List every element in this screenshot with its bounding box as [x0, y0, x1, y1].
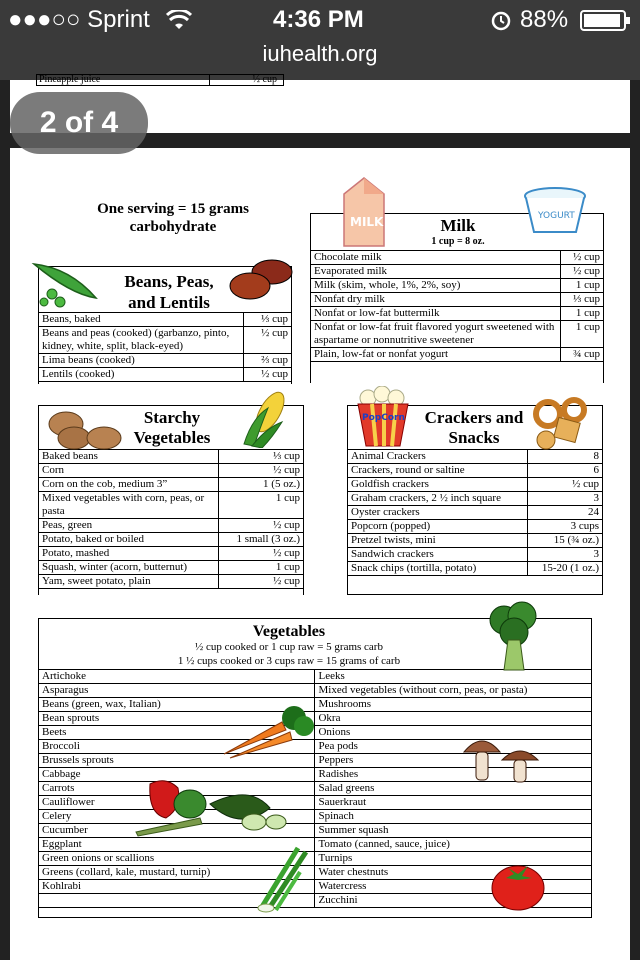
serving-note: One serving = 15 grams carbohydrate: [97, 201, 249, 235]
vegetable-item-right: Mushrooms: [315, 698, 592, 712]
crackers-title-line2: Snacks: [448, 428, 500, 447]
green-onions-icon: [254, 842, 312, 914]
popcorn-icon: [354, 386, 412, 448]
milk-item: Nonfat or low-fat fruit flavored yogurt sweetened with aspartame or nonnutritive sweetener: [311, 321, 561, 348]
starchy-row: [39, 575, 304, 589]
milk-carton-label: MILK: [350, 215, 384, 229]
battery-percent: 88%: [520, 6, 569, 33]
vegetable-item-right: Summer squash: [315, 824, 592, 838]
beans-item: Beans and peas (cooked) (garbanzo, pinto, kidney, white, split, black-eyed): [39, 327, 244, 354]
beans-table: [38, 312, 292, 382]
vegetable-item-left: Celery: [39, 810, 315, 824]
vegetable-item-right: Mixed vegetables (without corn, peas, or pasta): [315, 684, 592, 698]
vegetable-item-left: Cauliflower: [39, 796, 315, 810]
crackers-row: [348, 492, 603, 506]
starchy-title: [115, 408, 229, 448]
vegetables-note-1: ½ cup cooked or 1 cup raw = 5 grams carb: [195, 641, 383, 653]
mushrooms-icon: [460, 730, 542, 790]
milk-item: Nonfat or low-fat buttermilk: [311, 307, 561, 321]
milk-row: [311, 251, 604, 265]
potatoes-icon: [46, 408, 124, 452]
milk-amount: 1 cup: [561, 321, 604, 348]
starchy-amount: 1 cup: [219, 561, 304, 575]
crackers-item: Pretzel twists, mini: [348, 534, 528, 548]
page-indicator-badge: 2 of 4: [10, 92, 148, 154]
popcorn-label: PopCorn: [362, 413, 405, 423]
vegetables-row: [39, 810, 592, 824]
milk-item: Chocolate milk: [311, 251, 561, 265]
yogurt-cup-icon: [522, 186, 588, 238]
starchy-item: Baked beans: [39, 450, 219, 464]
previous-row-amount: ½ cup: [252, 74, 277, 85]
vegetable-item-right: Tomato (canned, sauce, juice): [315, 838, 592, 852]
mixed-vegetables-icon: [130, 774, 290, 840]
beans-row: [39, 313, 292, 327]
vegetable-item-right: Okra: [315, 712, 592, 726]
vegetable-item-right: Peppers: [315, 754, 592, 768]
vegetable-item-right: Onions: [315, 726, 592, 740]
starchy-row: [39, 464, 304, 478]
crackers-row: [348, 478, 603, 492]
milk-row: [311, 279, 604, 293]
milk-amount: ½ cup: [561, 251, 604, 265]
milk-row: [311, 321, 604, 348]
milk-row: [311, 348, 604, 362]
starchy-amount: ⅓ cup: [219, 450, 304, 464]
vegetables-row: [39, 838, 592, 852]
vegetable-item-right: Turnips: [315, 852, 592, 866]
kidney-beans-icon: [226, 256, 296, 306]
vegetable-item-left: Bean sprouts: [39, 712, 315, 726]
starchy-amount: 1 small (3 oz.): [219, 533, 304, 547]
beans-amount: ⅔ cup: [244, 354, 292, 368]
starchy-title-line1: Starchy: [143, 408, 201, 427]
crackers-row: [348, 520, 603, 534]
milk-table: [310, 250, 604, 362]
crackers-item: Oyster crackers: [348, 506, 528, 520]
tomato-icon: [488, 856, 548, 912]
starchy-item: Potato, mashed: [39, 547, 219, 561]
vegetables-row: [39, 684, 592, 698]
vegetable-item-right: Watercress: [315, 880, 592, 894]
milk-subtitle: 1 cup = 8 oz.: [431, 236, 485, 247]
milk-amount: ¾ cup: [561, 348, 604, 362]
crackers-amount: ½ cup: [528, 478, 603, 492]
beans-amount: ⅓ cup: [244, 313, 292, 327]
milk-title: Milk: [440, 216, 476, 235]
milk-carton-icon: [336, 174, 392, 250]
milk-row: [311, 307, 604, 321]
crackers-title-line1: Crackers and: [424, 408, 524, 427]
beans-row: [39, 368, 292, 382]
beans-item: Lentils (cooked): [39, 368, 244, 382]
crackers-amount: 6: [528, 464, 603, 478]
vegetable-item-left: Broccoli: [39, 740, 315, 754]
milk-row: [311, 293, 604, 307]
starchy-item: Corn: [39, 464, 219, 478]
milk-amount: ½ cup: [561, 265, 604, 279]
beans-item: Lima beans (cooked): [39, 354, 244, 368]
crackers-amount: 8: [528, 450, 603, 464]
vegetable-item-left: Kohlrabi: [39, 880, 315, 894]
milk-item: Milk (skim, whole, 1%, 2%, soy): [311, 279, 561, 293]
crackers-item: Goldfish crackers: [348, 478, 528, 492]
crackers-amount: 15 (¾ oz.): [528, 534, 603, 548]
vegetable-item-right: Spinach: [315, 810, 592, 824]
starchy-amount: ½ cup: [219, 464, 304, 478]
alarm-icon: [490, 9, 512, 31]
crackers-item: Sandwich crackers: [348, 548, 528, 562]
vegetable-item-left: Beans (green, wax, Italian): [39, 698, 315, 712]
pretzel-crackers-icon: [530, 396, 596, 452]
viewer-edge-left: [0, 80, 10, 960]
starchy-row: [39, 519, 304, 533]
crackers-item: Popcorn (popped): [348, 520, 528, 534]
previous-table-row: [36, 74, 284, 86]
crackers-amount: 3 cups: [528, 520, 603, 534]
starchy-row: [39, 533, 304, 547]
beans-title: [109, 271, 229, 313]
crackers-item: Crackers, round or saltine: [348, 464, 528, 478]
vegetables-title: Vegetables: [252, 623, 326, 640]
starchy-row: [39, 492, 304, 519]
milk-row: [311, 265, 604, 279]
milk-amount: 1 cup: [561, 307, 604, 321]
crackers-amount: 15-20 (1 oz.): [528, 562, 603, 576]
vegetables-row: [39, 824, 592, 838]
vegetable-item-left: Cucumber: [39, 824, 315, 838]
starchy-amount: 1 (5 oz.): [219, 478, 304, 492]
milk-item: Plain, low-fat or nonfat yogurt: [311, 348, 561, 362]
vegetable-item-right: Zucchini: [315, 894, 592, 908]
broccoli-icon: [484, 600, 544, 674]
crackers-item: Graham crackers, 2 ½ inch square: [348, 492, 528, 506]
wifi-icon: [166, 10, 192, 30]
beans-row: [39, 354, 292, 368]
pea-pod-icon: [30, 258, 102, 310]
starchy-item: Corn on the cob, medium 3”: [39, 478, 219, 492]
milk-item: Nonfat dry milk: [311, 293, 561, 307]
crackers-row: [348, 534, 603, 548]
vegetable-item-left: Brussels sprouts: [39, 754, 315, 768]
url-text: iuhealth.org: [262, 41, 378, 66]
vegetable-item-left: Beets: [39, 726, 315, 740]
vegetable-item-left: Greens (collard, kale, mustard, turnip): [39, 866, 315, 880]
milk-item: Evaporated milk: [311, 265, 561, 279]
crackers-amount: 3: [528, 492, 603, 506]
viewer-edge-right: [630, 80, 640, 960]
crackers-table: [347, 449, 603, 576]
starchy-amount: 1 cup: [219, 492, 304, 519]
crackers-row: [348, 464, 603, 478]
crackers-row: [348, 562, 603, 576]
starchy-item: Squash, winter (acorn, butternut): [39, 561, 219, 575]
beans-title-line2: and Lentils: [128, 293, 210, 312]
crackers-item: Animal Crackers: [348, 450, 528, 464]
starchy-item: Mixed vegetables with corn, peas, or pasta: [39, 492, 219, 519]
starchy-title-line2: Vegetables: [133, 428, 211, 447]
vegetable-item-right: Water chestnuts: [315, 866, 592, 880]
previous-row-item: Pineapple juice: [39, 74, 101, 85]
crackers-row: [348, 548, 603, 562]
yogurt-label: YOGURT: [538, 211, 575, 221]
vegetable-item-right: Sauerkraut: [315, 796, 592, 810]
vegetable-item-right: Pea pods: [315, 740, 592, 754]
crackers-title: [410, 408, 538, 448]
status-bar: [0, 0, 640, 40]
vegetables-note-2: 1 ½ cups cooked or 3 cups raw = 15 grams of carb: [177, 655, 401, 667]
starchy-amount: ½ cup: [219, 547, 304, 561]
crackers-item: Snack chips (tortilla, potato): [348, 562, 528, 576]
beans-title-line1: Beans, Peas,: [124, 272, 214, 291]
clock-time: 4:36 PM: [273, 6, 364, 33]
milk-amount: ⅓ cup: [561, 293, 604, 307]
crackers-row: [348, 506, 603, 520]
beans-amount: ½ cup: [244, 327, 292, 354]
vegetable-item-left: Carrots: [39, 782, 315, 796]
starchy-item: Peas, green: [39, 519, 219, 533]
vegetable-item-right: Leeks: [315, 670, 592, 684]
vegetable-item-right: Radishes: [315, 768, 592, 782]
beans-amount: ½ cup: [244, 368, 292, 382]
vegetables-row: [39, 796, 592, 810]
beans-row: [39, 327, 292, 354]
vegetable-item-right: Salad greens: [315, 782, 592, 796]
carrots-icon: [220, 702, 316, 760]
vegetable-item-left: Artichoke: [39, 670, 315, 684]
starchy-row: [39, 547, 304, 561]
beans-item: Beans, baked: [39, 313, 244, 327]
corn-icon: [238, 388, 292, 448]
vegetable-item-left: Cabbage: [39, 768, 315, 782]
vegetable-item-left: Green onions or scallions: [39, 852, 315, 866]
starchy-table: [38, 449, 304, 589]
starchy-item: Yam, sweet potato, plain: [39, 575, 219, 589]
starchy-row: [39, 561, 304, 575]
battery-icon: [580, 10, 632, 32]
vegetable-item-left: Asparagus: [39, 684, 315, 698]
starchy-item: Potato, baked or boiled: [39, 533, 219, 547]
starchy-amount: ½ cup: [219, 519, 304, 533]
starchy-row: [39, 478, 304, 492]
crackers-amount: 24: [528, 506, 603, 520]
vegetable-item-left: Eggplant: [39, 838, 315, 852]
milk-amount: 1 cup: [561, 279, 604, 293]
crackers-amount: 3: [528, 548, 603, 562]
starchy-amount: ½ cup: [219, 575, 304, 589]
carrier-label: ●●●○○ Sprint: [8, 6, 150, 33]
